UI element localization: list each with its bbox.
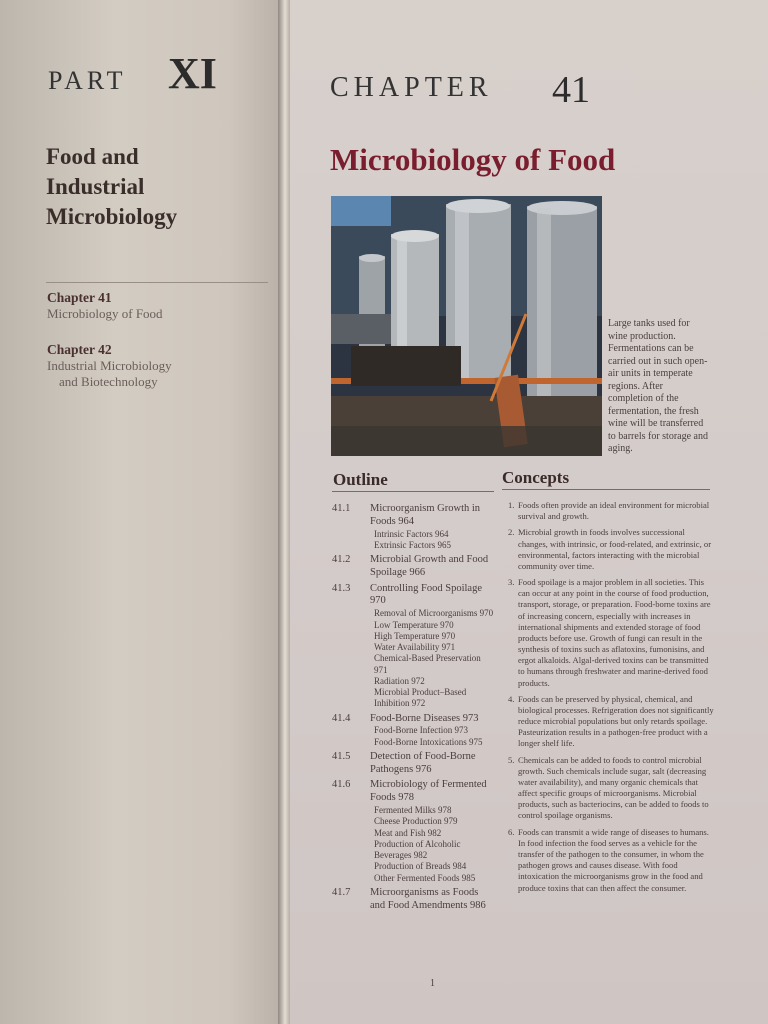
outline-subitem: Production of Alcoholic Beverages 982: [374, 838, 461, 861]
part-number: XI: [168, 49, 217, 98]
outline-item-number: 41.5: [332, 750, 351, 762]
chapter-entry-41: [47, 290, 163, 322]
chapter-entry-title: Microbiology of Food: [47, 306, 163, 321]
outline-subitem: Fermented Milks 978: [374, 805, 452, 816]
outline-subitem: Other Fermented Foods 985: [374, 872, 476, 883]
concept-item: [508, 694, 714, 750]
chapter-number: 41: [552, 69, 590, 111]
concept-number: 5.: [508, 754, 515, 765]
part-label: PART: [48, 66, 127, 95]
concept-item: [508, 827, 714, 894]
concept-text: Microbial growth in foods involves successional changes, with intrinsic, or food-related, and extrinsic, or environmental, factors interacting with the microbial community over time.: [518, 527, 712, 571]
outline-subitem: Chemical-Based Preservation 971: [374, 653, 481, 675]
wine-tanks-photo: [331, 196, 602, 456]
concept-number: 1.: [508, 500, 515, 510]
concept-item: [508, 755, 714, 822]
outline-item-title: Controlling Food Spoilage 970: [370, 582, 483, 607]
outline-subitem: Extrinsic Factors 965: [374, 539, 451, 550]
outline-subitem: Cheese Production 979: [374, 816, 458, 827]
part-title-line: Microbiology: [46, 203, 178, 229]
left-page: [0, 0, 286, 1024]
concept-item: [508, 577, 714, 689]
concept-text: Chemicals can be added to foods to control microbial growth. Such chemicals include sugar, salt (decreasing water availability), and many organic chemicals that affect specific groups of microorganisms. Microbial products, such as bacteriocins, can be added to foods to control spoilage organisms.: [518, 754, 709, 821]
concept-number: 2.: [508, 527, 515, 538]
outline-item: [332, 751, 494, 777]
chapter-label: CHAPTER: [330, 72, 493, 103]
outline-item-number: 41.7: [332, 886, 351, 898]
concepts-heading: Concepts: [502, 468, 570, 487]
outline-item-number: 41.1: [332, 503, 351, 514]
outline-subitem: Radiation 972: [374, 675, 425, 686]
outline-item-number: 41.6: [332, 779, 351, 791]
outline-subitem: Microbial Product–Based Inhibition 972: [374, 687, 467, 709]
concept-text: Food spoilage is a major problem in all societies. This can occur at any point in the course of food production, transport, storage, or preparation. Food-borne toxins are of increasing concern, especially with increases in international shipments and extended storage of food products before use. Growth of fungi can result in the synthesis of toxins such as aflatoxins, fumonisins, and ergot alkaloids. Algal-derived toxins can be transmitted to humans through freshwater and marine-derived food products.: [518, 577, 711, 688]
outline-subitem: Removal of Microorganisms 970: [374, 608, 494, 619]
concept-number: 3.: [508, 577, 515, 588]
chapter-entry-title: and Biotechnology: [59, 374, 158, 389]
outline-item-title: Microbial Growth and Food Spoilage 966: [370, 554, 489, 578]
photo-caption: Large tanks used for wine production. Fermentations can be carried out in such open-air units in temperate regions. After completion of the fermentation, the fresh wine will be transferred to barrels for storage and aging.: [608, 318, 708, 454]
chapter-entry-label: Chapter 41: [47, 290, 112, 305]
outline-subitem: High Temperature 970: [374, 630, 456, 641]
part-title-line: Food and: [46, 144, 139, 169]
outline-subitem: Low Temperature 970: [374, 619, 454, 630]
divider: [46, 282, 268, 283]
concept-text: Foods can be preserved by physical, chemical, and biological processes. Refrigeration does not significantly reduce microbial populations but only retards spoilage. Pasteurization results in a pathogen-free product with a longer shelf life.: [518, 693, 714, 749]
chapter-entry-42: [47, 342, 172, 390]
outline-item-number: 41.3: [332, 582, 351, 594]
outline-subitem: Food-Borne Intoxications 975: [374, 736, 483, 747]
outline-subitem: Water Availability 971: [374, 642, 456, 653]
part-title-line: Industrial: [46, 173, 145, 199]
outline-item-title: Microbiology of Fermented Foods 978: [370, 779, 487, 804]
concept-item: [508, 527, 714, 572]
chapter-entry-title: Industrial Microbiology: [47, 358, 172, 373]
outline-item: [332, 779, 494, 805]
outline-subitem: Food-Borne Infection 973: [374, 725, 468, 736]
outline-item-number: 41.4: [332, 712, 351, 724]
outline-item: [332, 713, 494, 726]
outline-subitem: Production of Breads 984: [374, 861, 467, 872]
concepts-list: [508, 500, 714, 899]
concepts-rule: [502, 489, 710, 490]
concept-text: Foods often provide an ideal environment for microbial survival and growth.: [518, 500, 710, 522]
concept-number: 4.: [508, 693, 515, 704]
outline-item-title: Food-Borne Diseases 973: [370, 712, 479, 724]
outline-item: [332, 887, 494, 913]
chapter-title: Microbiology of Food: [330, 142, 616, 177]
outline-heading: Outline: [333, 470, 388, 489]
concept-number: 6.: [508, 826, 515, 837]
concept-text: Foods can transmit a wide range of diseases to humans. In food infection the food serves as a vehicle for the transfer of the pathogen to the consumer, in whom the pathogen grows and causes disease. With food intoxication the microorganisms grow in the food and produce toxins that can then affect the consumer.: [518, 826, 709, 893]
concept-item: [508, 500, 714, 522]
outline-subitem: Meat and Fish 982: [374, 827, 442, 838]
outline-item-number: 41.2: [332, 554, 351, 566]
outline-item: [332, 554, 494, 580]
chapter-entry-label: Chapter 42: [47, 342, 112, 357]
part-title: [46, 142, 266, 232]
outline-rule: [332, 491, 494, 492]
outline-list: [332, 500, 494, 912]
outline-item-title: Detection of Food-Borne Pathogens 976: [370, 750, 476, 775]
outline-item: [332, 583, 494, 609]
page-mark: 1: [430, 978, 435, 989]
outline-subitem: Intrinsic Factors 964: [374, 528, 449, 539]
outline-item-title: Microorganism Growth in Foods 964: [370, 503, 481, 527]
outline-item-title: Microorganisms as Foods and Food Amendments 986: [370, 886, 486, 911]
outline-item: [332, 503, 494, 529]
